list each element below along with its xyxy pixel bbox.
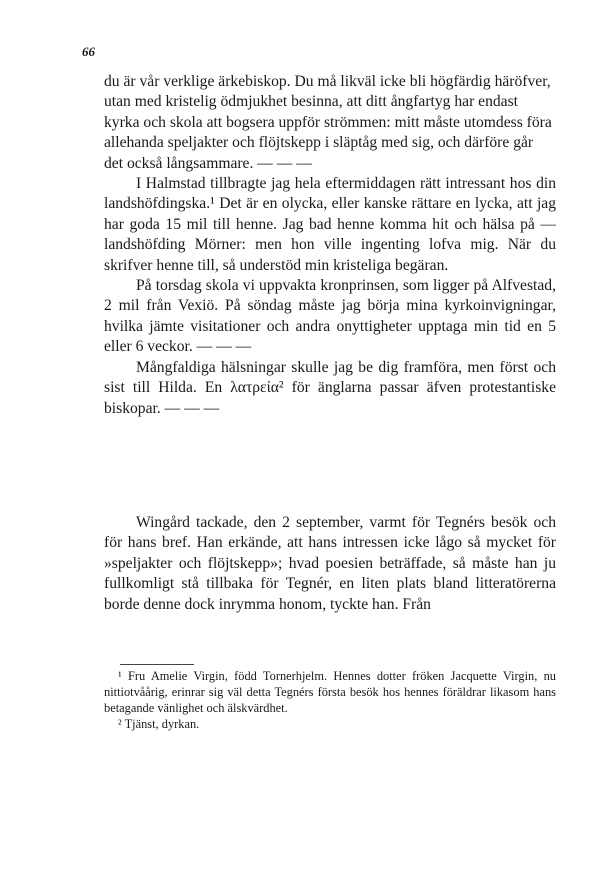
letter-excerpt	[104, 72, 556, 419]
narrative-paragraph-1: Wingård tackade, den 2 september, varmt för Tegnérs besök och för hans bref. Han erkände, att hans intressen icke lågo så mycket för »speljakter och flöjtskepp»; hvad poesien beträffade, så måste han ju fullkomligt stå tillbaka för Tegnér, en liten plats bland litteratörerna borde denne dock inrymma honom, tyckte han. Från	[104, 514, 556, 613]
footnote-1: ¹ Fru Amelie Virgin, född Tornerhjelm. Hennes dotter fröken Jacquette Virgin, nu nittiotvåårig, erinrar sig väl detta Tegnérs första besök hos hennes föräldrar likasom hans betagande vänlighet och älskvärdhet.	[104, 669, 556, 716]
footnotes	[104, 668, 556, 732]
page-number: 66	[82, 44, 95, 59]
footnote-2: ² Tjänst, dyrkan.	[118, 717, 200, 732]
letter-paragraph-2: I Halmstad tillbragte jag hela eftermiddagen rätt intressant hos din landshöfdingska.¹ Det är en olycka, eller kanske rättare en lycka, att jag har goda 15 mil till henne. Jag bad henne komma hit och hälsa på — landshöfding Mörner: men hon ville ingenting lofva mig. När du skrifver henne till, så understöd min kristeliga begäran.	[104, 175, 556, 274]
letter-paragraph-3: På torsdag skola vi uppvakta kronprinsen, som ligger på Alfvestad, 2 mil från Vexiö. På söndag måste jag börja mina kyrkoinvigningar, hvilka jämte visitationer och andra onyttigheter upptaga min tid en 5 eller 6 veckor. — — —	[104, 277, 556, 356]
letter-paragraph-4: Mångfaldiga hälsningar skulle jag be dig framföra, men först och sist till Hilda. En λατρεία² för änglarna passar äfven protestantiske biskopar. — — —	[104, 358, 556, 417]
letter-paragraph-1: du är vår verklige ärkebiskop. Du må likväl icke bli högfärdig häröfver, utan med kristelig ödmjukhet besinna, att ditt ångfartyg har endast kyrka och skola att bogsera uppför strömmen: mitt måste utomdess föra allehanda speljakter och flöjtskepp i släptåg med sig, och därföre går det också långsammare. — — —	[104, 73, 552, 172]
footnote-divider	[120, 664, 194, 665]
narrative-text	[104, 513, 556, 615]
